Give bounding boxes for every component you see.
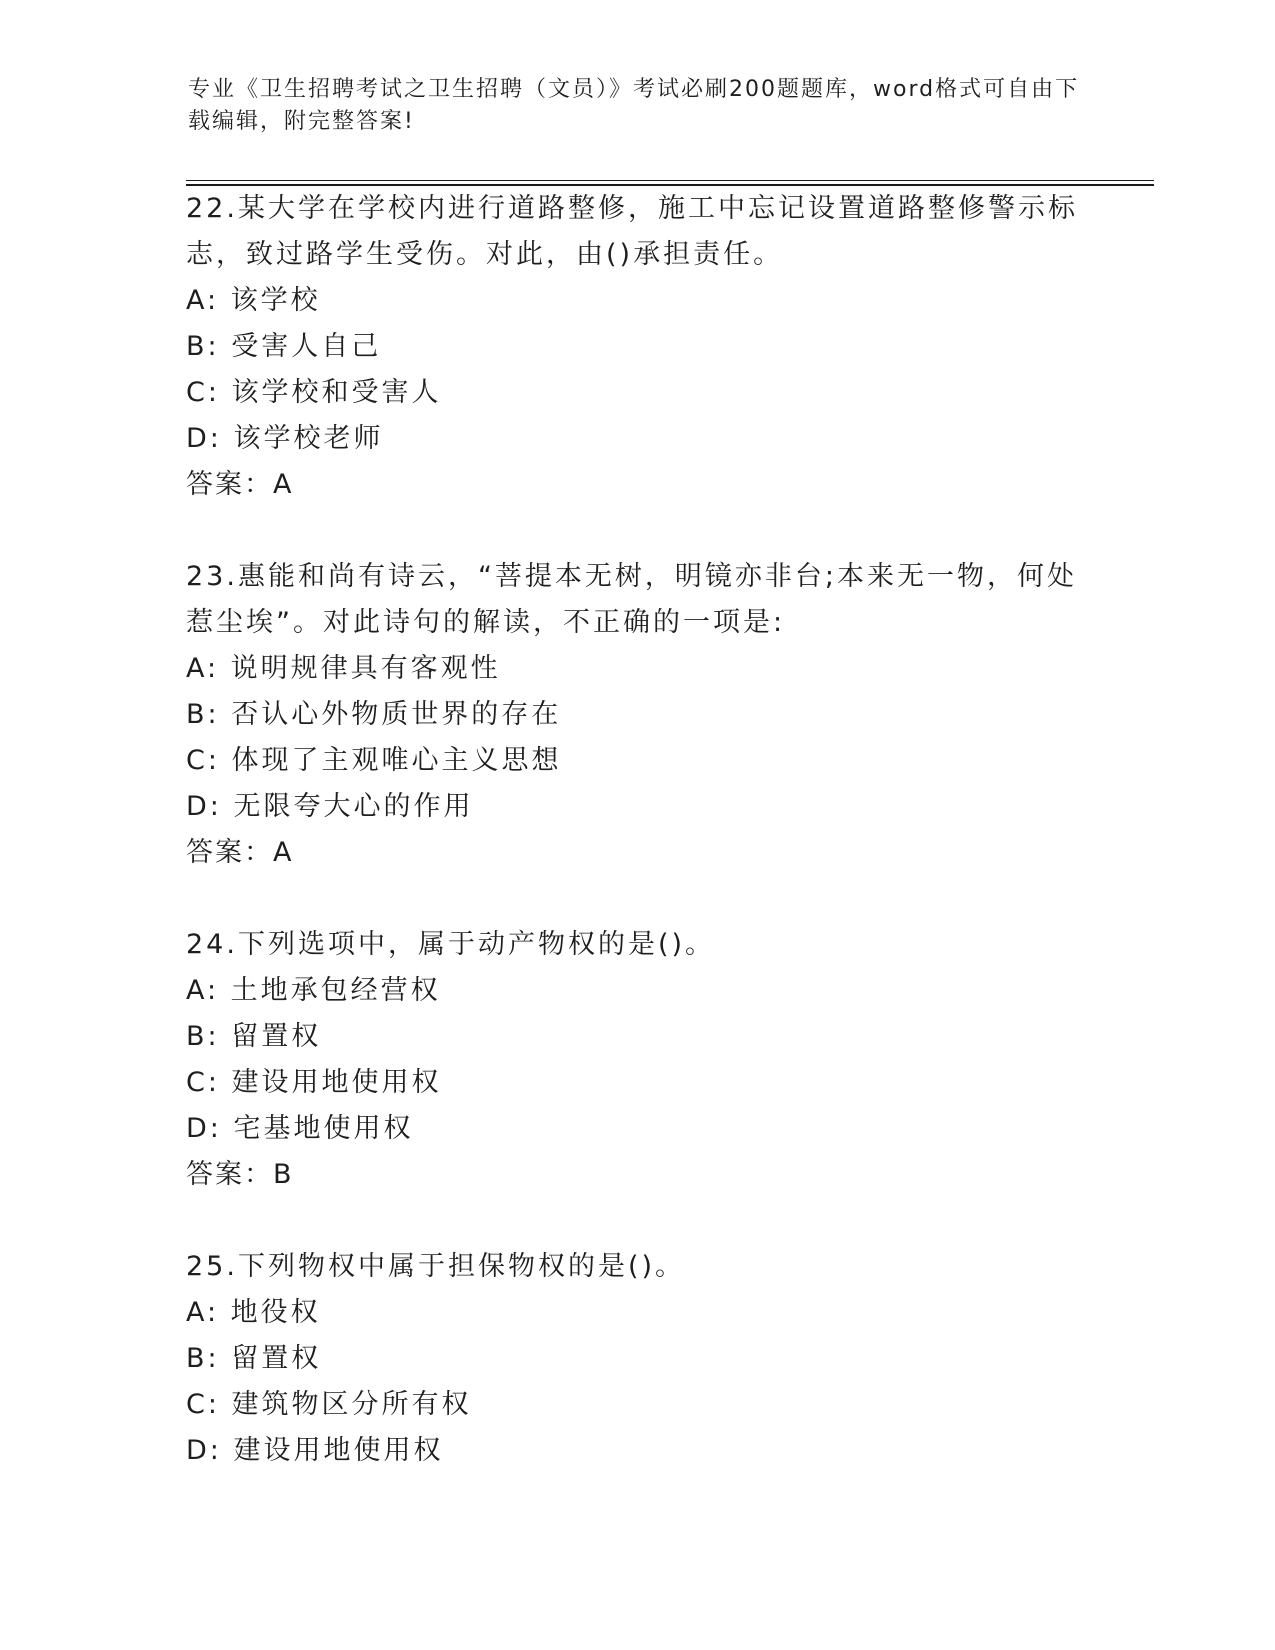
question-spacer — [186, 518, 1106, 554]
option-c: C: 该学校和受害人 — [186, 377, 442, 408]
answer: 答案：A — [186, 469, 294, 500]
option-c: C: 建设用地使用权 — [186, 1067, 442, 1098]
option-b: B: 留置权 — [186, 1021, 322, 1052]
option-b: B: 否认心外物质世界的存在 — [186, 699, 562, 730]
option-b: B: 留置权 — [186, 1343, 322, 1374]
page-title: 专业《卫生招聘考试之卫生招聘（文员）》考试必刷200题题库，word格式可自由下载编辑，附完整答案! — [188, 77, 1080, 134]
option-a: A: 土地承包经营权 — [186, 975, 441, 1006]
question-stem: 25.下列物权中属于担保物权的是()。 — [186, 1251, 686, 1282]
option-d: D: 无限夸大心的作用 — [186, 791, 474, 822]
question-stem: 23.惠能和尚有诗云，“菩提本无树，明镜亦非台;本来无一物，何处惹尘埃”。对此诗句的解读，不正确的一项是: — [186, 561, 1078, 638]
question-stem: 22.某大学在学校内进行道路整修，施工中忘记设置道路整修警示标志，致过路学生受伤。对此，由()承担责任。 — [186, 193, 1078, 270]
option-b: B: 受害人自己 — [186, 331, 382, 362]
option-a: A: 地役权 — [186, 1297, 321, 1328]
question-spacer — [186, 886, 1106, 922]
question-list — [186, 186, 1106, 1484]
page-header — [188, 74, 1088, 138]
question-22 — [186, 186, 1106, 508]
question-stem: 24.下列选项中，属于动产物权的是()。 — [186, 929, 716, 960]
header-divider-thin — [186, 180, 1154, 181]
question-24 — [186, 922, 1106, 1198]
option-d: D: 该学校老师 — [186, 423, 384, 454]
option-c: C: 体现了主观唯心主义思想 — [186, 745, 562, 776]
question-spacer — [186, 1208, 1106, 1244]
answer: 答案：B — [186, 1159, 294, 1190]
option-d: D: 宅基地使用权 — [186, 1113, 414, 1144]
question-25 — [186, 1244, 1106, 1474]
question-23 — [186, 554, 1106, 876]
answer: 答案：A — [186, 837, 294, 868]
option-a: A: 该学校 — [186, 285, 321, 316]
option-c: C: 建筑物区分所有权 — [186, 1389, 472, 1420]
option-d: D: 建设用地使用权 — [186, 1435, 444, 1466]
option-a: A: 说明规律具有客观性 — [186, 653, 501, 684]
